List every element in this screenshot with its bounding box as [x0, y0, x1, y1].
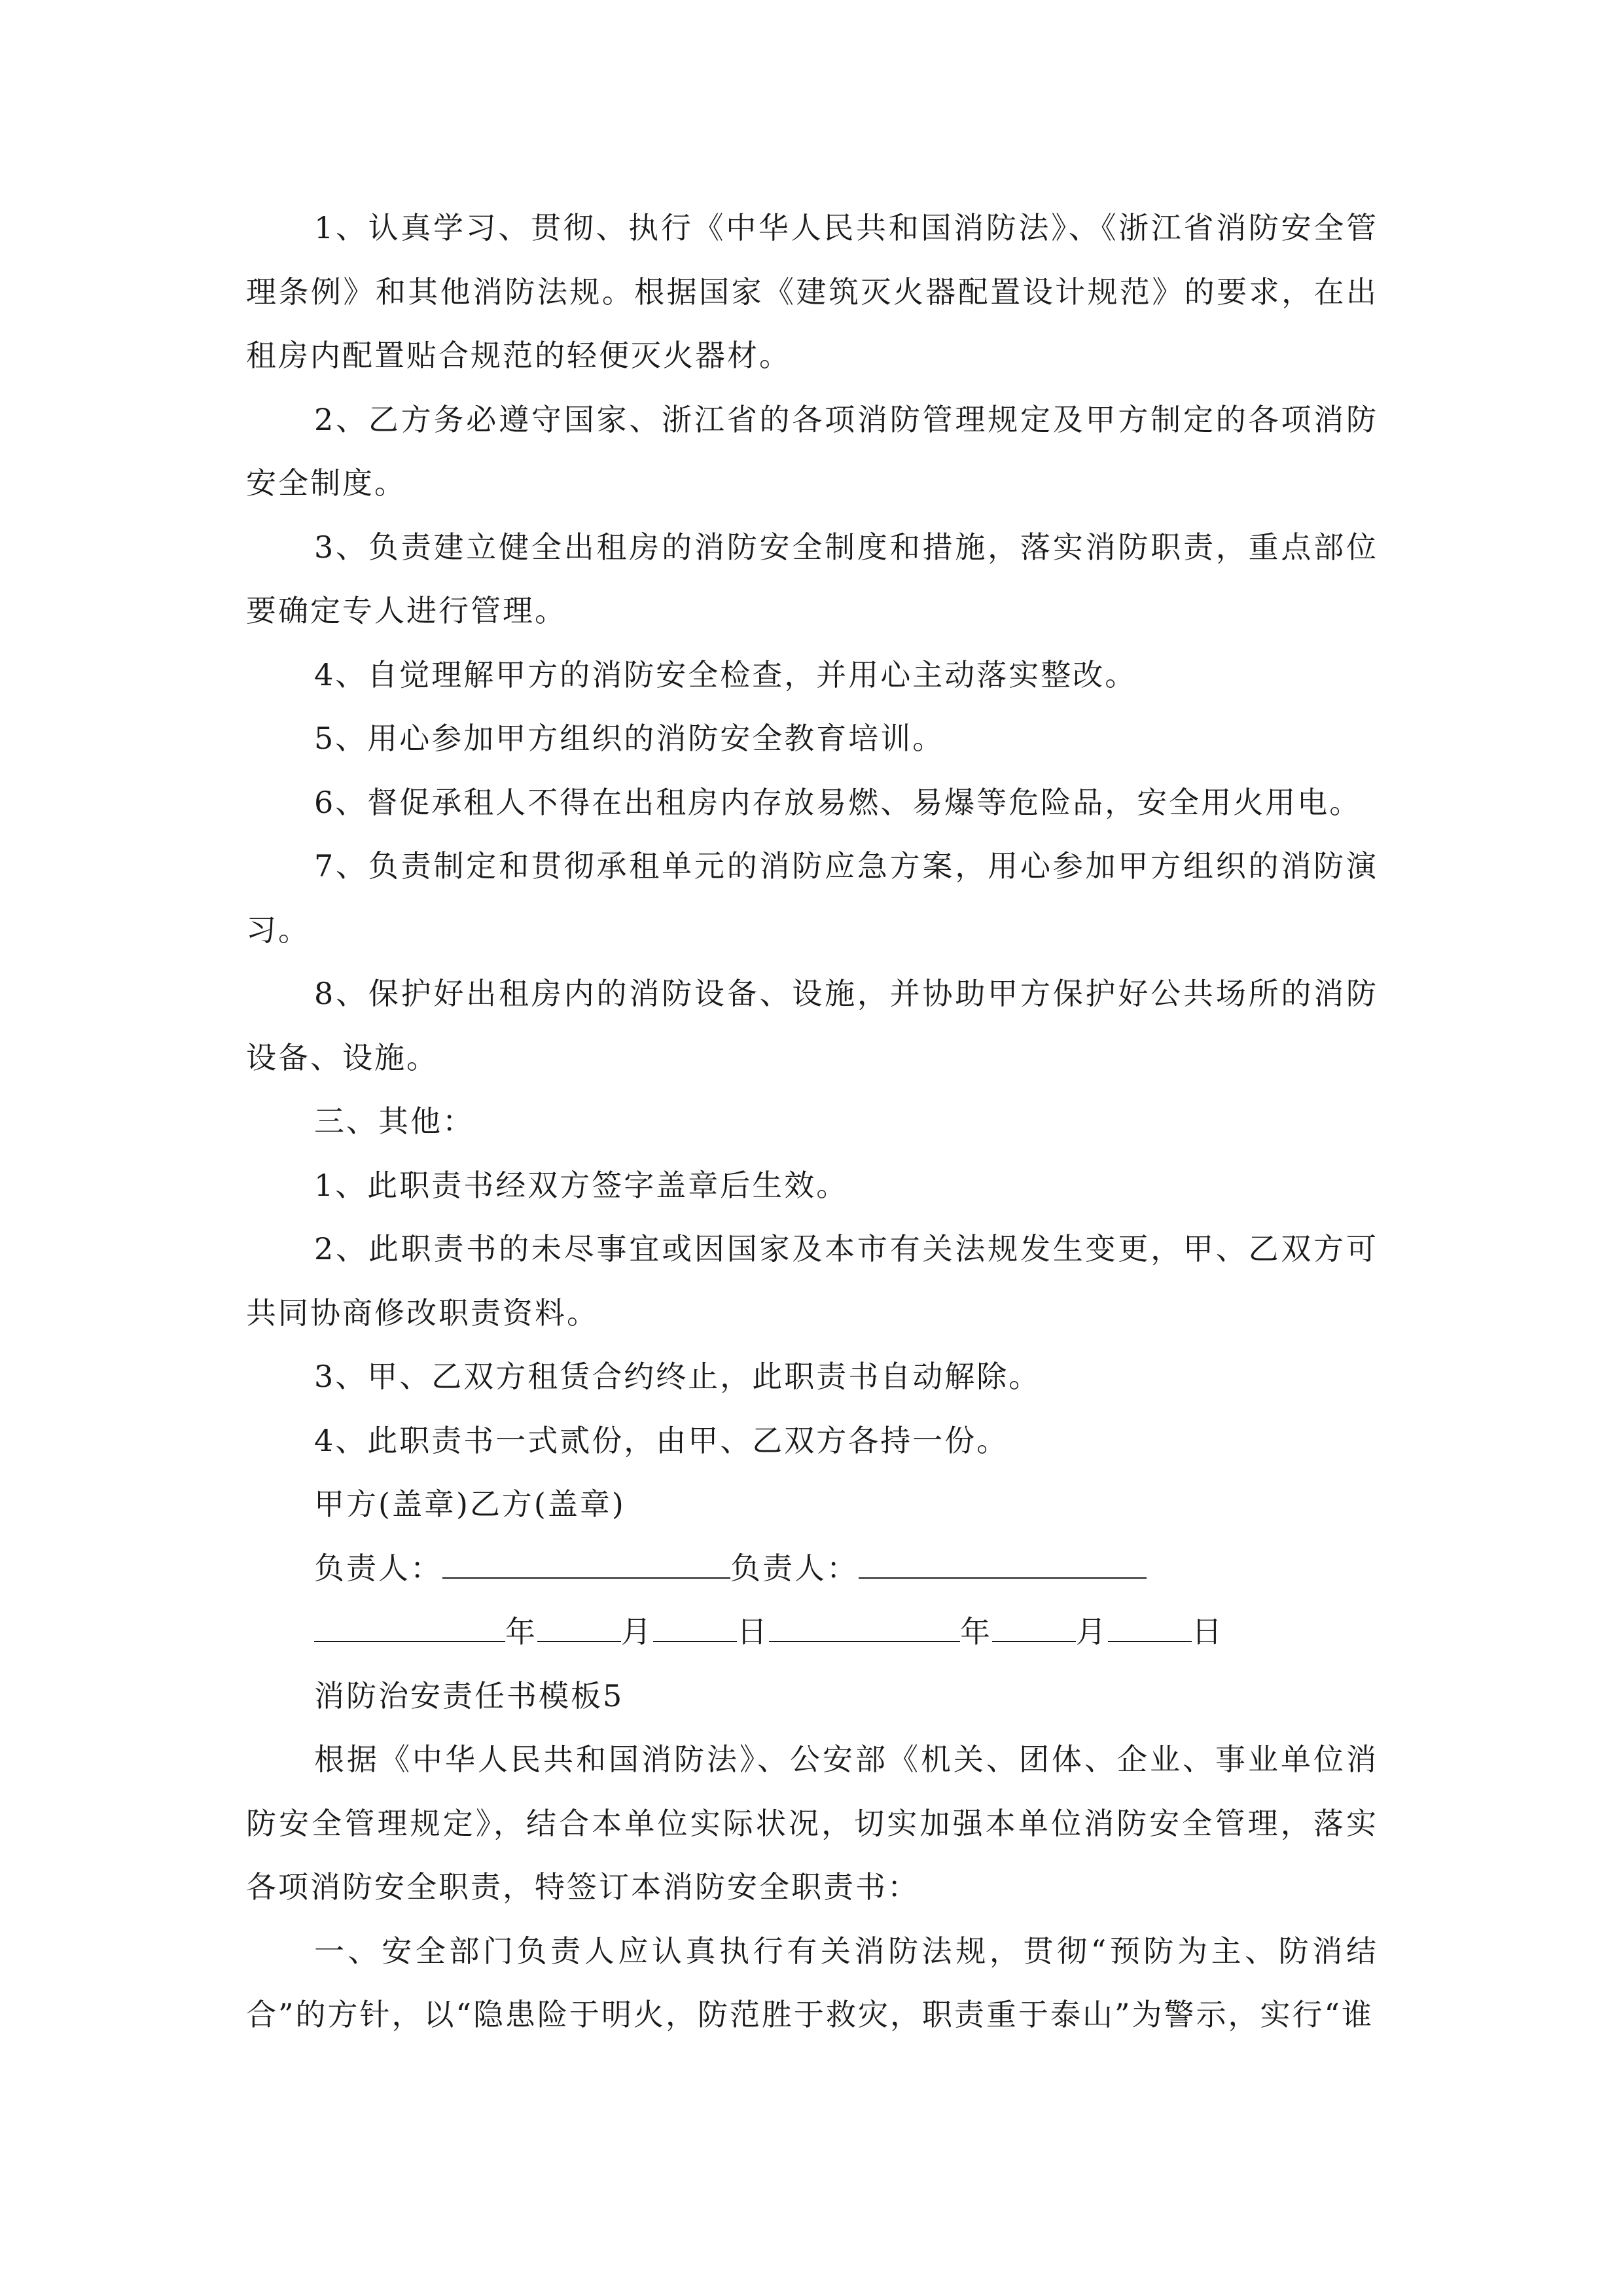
year-label: 年 [960, 1614, 992, 1649]
responsible-person-label-b: 负责人： [730, 1550, 859, 1586]
paragraph: 3、负责建立健全出租房的消防安全制度和措施，落实消防职责，重点部位要确定专人进行管理。 [246, 529, 1378, 628]
paragraph: 2、此职责书的未尽事宜或因国家及本市有关法规发生变更，甲、乙双方可共同协商修改职责资料。 [246, 1231, 1378, 1331]
paragraph: 1、认真学习、贯彻、执行《中华人民共和国消防法》、《浙江省消防安全管理条例》和其他消防法规。根据国家《建筑灭火器配置设计规范》的要求，在出租房内配置贴合规范的轻便灭火器材。 [246, 210, 1378, 373]
signature-line [246, 1537, 1378, 1601]
date-line [246, 1600, 1378, 1664]
paragraph: 2、乙方务必遵守国家、浙江省的各项消防管理规定及甲方制定的各项消防安全制度。 [246, 401, 1378, 501]
section-heading-other: 三、其他： [314, 1103, 474, 1139]
day-label: 日 [737, 1614, 769, 1649]
month-label: 月 [621, 1614, 653, 1649]
paragraph: 4、此职责书一式贰份，由甲、乙双方各持一份。 [314, 1422, 1009, 1458]
paragraph: 1、此职责书经双方签字盖章后生效。 [314, 1167, 849, 1203]
signature-blank-a[interactable] [442, 1543, 730, 1579]
section-title: 消防治安责任书模板5 [314, 1677, 624, 1713]
paragraph: 4、自觉理解甲方的消防安全检查，并用心主动落实整改。 [314, 656, 1137, 692]
day-blank-a[interactable] [653, 1607, 737, 1642]
signature-blank-b[interactable] [859, 1543, 1147, 1579]
party-seal-line: 甲方(盖章)乙方(盖章) [314, 1486, 626, 1522]
paragraph: 8、保护好出租房内的消防设备、设施，并协助甲方保护好公共场所的消防设备、设施。 [246, 976, 1378, 1075]
day-label: 日 [1192, 1614, 1224, 1649]
month-blank-a[interactable] [537, 1607, 621, 1642]
document-body [246, 196, 1378, 2047]
month-label: 月 [1076, 1614, 1108, 1649]
paragraph: 根据《中华人民共和国消防法》、公安部《机关、团体、企业、事业单位消防安全管理规定》，结合本单位实际状况，切实加强本单位消防安全管理，落实各项消防安全职责，特签订本消防安全职责书： [246, 1742, 1378, 1905]
year-label: 年 [505, 1614, 537, 1649]
responsible-person-label-a: 负责人： [314, 1550, 442, 1586]
paragraph: 3、甲、乙双方租赁合约终止，此职责书自动解除。 [314, 1359, 1041, 1394]
year-blank-a[interactable] [314, 1607, 505, 1642]
day-blank-b[interactable] [1108, 1607, 1192, 1642]
month-blank-b[interactable] [992, 1607, 1076, 1642]
year-blank-b[interactable] [769, 1607, 960, 1642]
paragraph: 7、负责制定和贯彻承租单元的消防应急方案，用心参加甲方组织的消防演习。 [246, 848, 1378, 948]
paragraph: 6、督促承租人不得在出租房内存放易燃、易爆等危险品，安全用火用电。 [314, 784, 1362, 820]
paragraph: 5、用心参加甲方组织的消防安全教育培训。 [314, 721, 945, 756]
paragraph: 一、安全部门负责人应认真执行有关消防法规，贯彻“预防为主、防消结合”的方针，以“隐患险于明火，防范胜于救灾，职责重于泰山”为警示，实行“谁 [246, 1933, 1378, 2032]
